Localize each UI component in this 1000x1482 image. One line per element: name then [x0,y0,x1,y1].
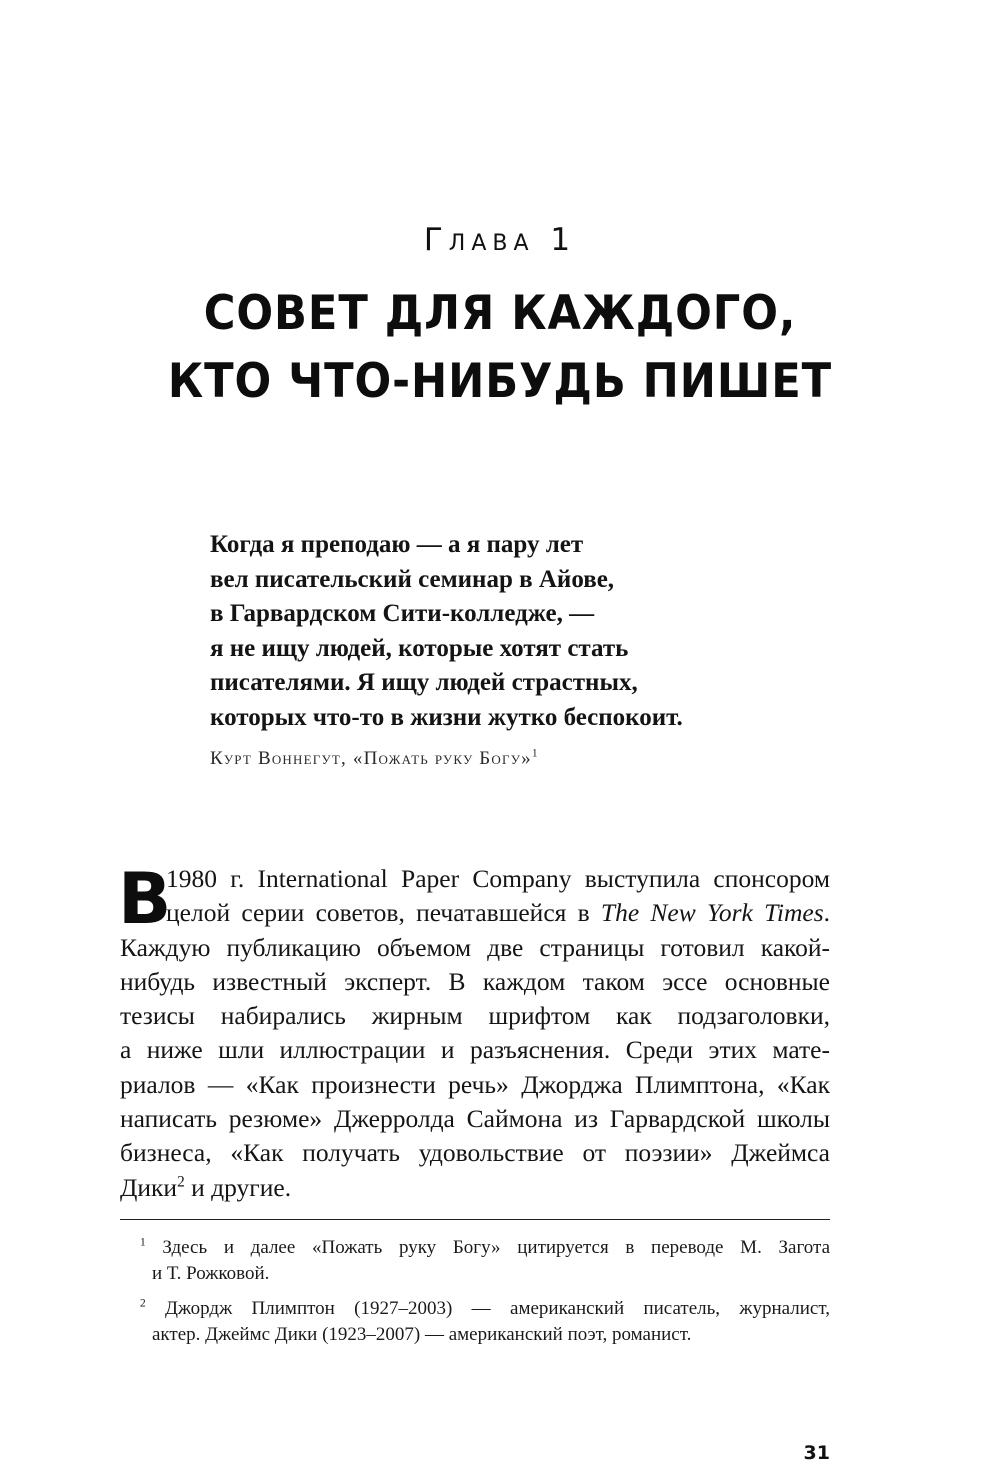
footnotes [140,1235,830,1357]
body-line: риалов — «Как произнести речь» Джорджа Плимптона, «Как [120,1069,830,1099]
chapter-title-line: СОВЕТ ДЛЯ КАЖДОГО, [203,286,797,341]
chapter-title [40,280,960,416]
footnote-text: Джордж Плимптон (1927–2003) — американский писатель, журналист, [165,1298,830,1319]
chapter-label: Глава 1 [423,222,577,258]
body-line: написать резюме» Джерролда Саймона из Гарвардской школы [120,1104,830,1134]
footnote-line [140,1296,830,1322]
body-line: 1980 г. International Paper Company выступила спонсором [166,864,830,893]
body-line: нибудь известный эксперт. В каждом таком эссе основные [120,966,830,996]
epigraph-line: Когда я преподаю — а я пару лет [210,531,584,558]
body-line: тезисы набирались жирным шрифтом как подзаголовки, [120,1001,830,1031]
body-line: а ниже шли иллюстрации и разъяснения. Среди этих мате- [120,1035,830,1065]
body-paragraph [118,858,830,1205]
footnote-ref[interactable]: 1 [531,747,539,760]
footnote-mark: 1 [140,1236,146,1249]
body-line-text: целой серии советов, печатавшейся в [166,898,601,928]
page-number: 31 [803,1442,830,1464]
footnote-line [140,1235,830,1261]
footnote-mark: 2 [140,1297,146,1310]
body-line-text: и другие. [184,1172,292,1202]
epigraph-line: писателями. Я ищу людей страстных, [210,669,638,697]
epigraph-line: в Гарвардском Сити-колледже, — [210,600,595,628]
drop-cap: В [118,858,172,940]
body-line-text: . [823,898,830,928]
body-line: Каждую публикацию объемом две страницы готовил какой- [120,932,830,962]
chapter-title-line: КТО ЧТО-НИБУДЬ ПИШЕТ [167,354,833,409]
footnote-text: Здесь и далее «Пожать руку Богу» цитируется в переводе М. Загота [162,1237,831,1258]
epigraph-line: вел писательский семинар в Айове, [210,565,615,593]
newspaper-title: The New York Times [600,898,824,928]
footnote-line: актер. Джеймс Дики (1923–2007) — американский поэт, романист. [152,1323,692,1345]
footnote [140,1296,830,1347]
footnote-divider [120,1219,830,1220]
footnote-ref[interactable]: 2 [177,1173,185,1191]
epigraph-source-text: Курт Воннегут, «Пожать руку Богу» [210,747,532,769]
body-line [120,896,830,930]
footnote [140,1235,830,1286]
epigraph-line: я не ищу людей, которые хотят стать [210,634,629,662]
body-line: бизнеса, «Как получать удовольствие от поэзии» Джеймса [120,1138,830,1168]
footnote-line: и Т. Рожковой. [152,1262,270,1284]
epigraph-line: которых что-то в жизни жутко беспокоит. [210,703,683,731]
body-line [120,1171,830,1205]
body-line-text: Дики [120,1172,178,1202]
epigraph [210,528,770,770]
epigraph-source [210,748,770,770]
